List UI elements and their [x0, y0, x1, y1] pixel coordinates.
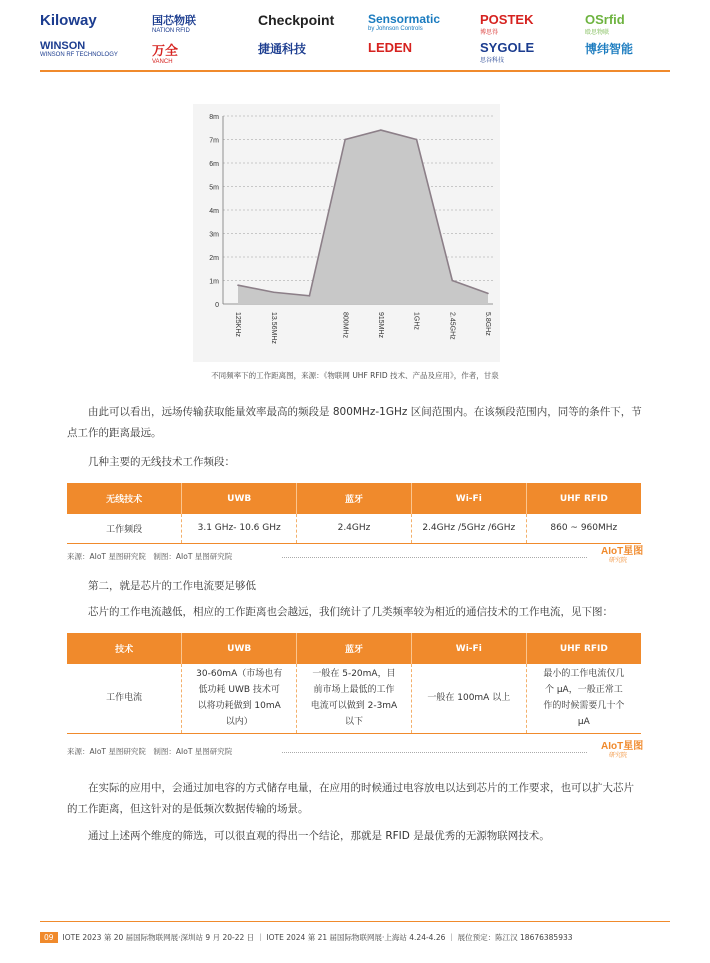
table-row — [67, 664, 641, 733]
table-cell: 2.4GHz — [297, 514, 412, 543]
table-row — [67, 514, 641, 543]
paragraph-6: 通过上述两个维度的筛选，可以很直观的得出一个结论，那就是 RFID 是最优秀的无源物联网技术。 — [88, 830, 550, 842]
partner-logo-name: 万全 — [152, 43, 179, 58]
table-header-cell: Wi-Fi — [411, 483, 526, 514]
partner-logo-name: Kiloway — [40, 12, 97, 29]
partner-logo-sub: WINSON RF TECHNOLOGY — [40, 52, 118, 58]
table-header-cell: Wi-Fi — [411, 633, 526, 664]
aiot-logo — [591, 542, 644, 566]
data-point — [344, 139, 346, 141]
partner-logo-name: 捷通科技 — [258, 42, 307, 56]
table-header-cell: 无线技术 — [67, 483, 182, 514]
table-cell: 2.4GHz /5GHz /6GHz — [411, 514, 526, 543]
y-tick-label: 1m — [209, 278, 219, 286]
current-table — [67, 633, 641, 734]
table-header-cell: 蓝牙 — [297, 483, 412, 514]
partner-logo-name: Sensormatic — [368, 12, 441, 26]
partner-logo — [152, 40, 178, 65]
data-point — [451, 280, 453, 282]
table-header-cell: 蓝牙 — [297, 633, 412, 664]
partner-logos — [40, 10, 670, 68]
partner-logo-name: WINSON — [40, 40, 86, 52]
partner-logo — [152, 12, 196, 34]
chart-caption: 不同频率下的工作距离图，来源：《物联网 UHF RFID 技术、产品及应用》，作者，甘泉 — [211, 371, 499, 380]
x-tick-label: 5.8GHz — [484, 312, 492, 336]
y-tick-label: 5m — [209, 184, 219, 192]
paragraph-4: 芯片的工作电流越低，相应的工作距离也会越远，我们统计了几类频率较为相近的通信技术的工作电流，见下图： — [88, 606, 613, 618]
table-header-cell: 技术 — [67, 633, 182, 664]
chart-svg — [193, 104, 500, 362]
paragraph-1: 由此可以看出，远场传输获取能量效率最高的频段是 800MHz-1GHz 区间范围内。在该频段范围内，同等的条件下，节点工作的距离最远。 — [67, 406, 642, 439]
table-header-row — [67, 483, 641, 514]
footer-divider — [40, 921, 670, 922]
aiot-logo-sub: 研究院 — [609, 752, 628, 759]
partner-logo — [368, 40, 412, 55]
partner-logo — [258, 12, 334, 28]
partner-logo — [368, 12, 440, 32]
y-tick-label: 4m — [209, 208, 219, 215]
partner-logo-name: 国芯物联 — [152, 15, 196, 27]
table2-source — [67, 741, 644, 759]
data-point — [380, 129, 382, 131]
y-tick-label: 0 — [215, 302, 219, 309]
aiot-logo — [591, 737, 644, 761]
x-tick-label: 13.56MHz — [269, 312, 277, 344]
partner-logo — [40, 12, 97, 29]
paragraph-5: 在实际的应用中，会通过加电容的方式储存电量，在应用的时候通过电容放电以达到芯片的工作要求，也可以扩大芯片的工作距离，但这针对的是低频次数据传输的场景。 — [67, 782, 634, 815]
table-header-cell: UWB — [182, 633, 297, 664]
x-tick-label: 800MHz — [341, 312, 349, 339]
partner-logo-name: Checkpoint — [258, 12, 335, 28]
partner-logo-sub: 思谷科技 — [480, 58, 505, 64]
table-cell: 最小的工作电流仅几个 μA，一般正常工作的时候需要几十个 μA — [526, 664, 641, 733]
x-tick-label: 2.45GHz — [448, 312, 456, 340]
partner-logo-name: 博纬智能 — [585, 42, 634, 56]
footer — [40, 932, 573, 943]
header-divider — [40, 70, 670, 72]
frequency-distance-chart — [193, 104, 500, 362]
y-tick-label: 7m — [209, 137, 219, 145]
data-point — [487, 293, 489, 295]
data-point — [273, 291, 275, 293]
footer-text: IOTE 2023 第 20 届国际物联网展·深圳站 9 月 20-22 日 ｜ IOTE 2024 第 21 届国际物联网展·上海站 4.24-4.26 ｜ 展位预定：陈江汉 18676385933 — [62, 933, 573, 942]
paragraph-2: 几种主要的无线技术工作频段： — [88, 456, 235, 468]
table-header-row — [67, 633, 641, 664]
y-tick-label: 8m — [209, 114, 219, 121]
aiot-logo-sub: 研究院 — [609, 557, 628, 564]
data-point — [237, 284, 239, 286]
partner-logo-name: POSTEK — [480, 12, 534, 27]
partner-logo-sub: NATION RFID — [152, 28, 190, 34]
aiot-logo-brand: AIoT星图 — [601, 546, 644, 557]
table-header-cell: UWB — [182, 483, 297, 514]
partner-logo — [480, 40, 534, 64]
page-number: 09 — [40, 932, 58, 943]
x-tick-label: 125KHz — [234, 312, 242, 337]
partner-logo-sub: 殴思物联 — [585, 30, 610, 36]
source-text: 来源：AIoT 星图研究院 制图：AIoT 星图研究院 — [67, 747, 233, 756]
partner-logo-sub: VANCH — [152, 59, 173, 65]
table-header-cell: UHF RFID — [526, 633, 641, 664]
x-tick-label: 1GHz — [412, 312, 420, 330]
partner-logo-name: OSrfid — [585, 12, 625, 27]
table1-source — [67, 546, 644, 564]
partner-logo-name: SYGOLE — [480, 40, 535, 55]
partner-logo — [585, 40, 633, 57]
source-text: 来源：AIoT 星图研究院 制图：AIoT 星图研究院 — [67, 552, 233, 561]
partner-logo-name: LEDEN — [368, 40, 413, 55]
x-tick-label: 915MHz — [377, 312, 385, 339]
dotted-divider — [282, 557, 587, 558]
table-cell: 工作电流 — [67, 664, 182, 733]
partner-logo-sub: by Johnson Controls — [368, 26, 423, 32]
aiot-logo-brand: AIoT星图 — [601, 741, 644, 752]
table-cell: 工作频段 — [67, 514, 182, 543]
table-cell: 一般在 5-20mA，目前市场上最低的工作电流可以做到 2-3mA 以下 — [297, 664, 412, 733]
dotted-divider — [282, 752, 587, 753]
data-point — [309, 295, 311, 297]
partner-logo — [585, 12, 625, 36]
table-cell: 一般在 100mA 以上 — [411, 664, 526, 733]
frequency-table — [67, 483, 641, 544]
y-tick-label: 6m — [209, 161, 219, 168]
table-cell: 30-60mA（市场也有低功耗 UWB 技术可以将功耗做到 10mA 以内） — [182, 664, 297, 733]
table-cell: 860 ~ 960MHz — [526, 514, 641, 543]
table-cell: 3.1 GHz- 10.6 GHz — [182, 514, 297, 543]
table-header-cell: UHF RFID — [526, 483, 641, 514]
y-tick-label: 2m — [209, 255, 219, 262]
partner-logo — [480, 12, 533, 36]
partner-logo — [40, 40, 118, 58]
partner-logo-sub: 博思得 — [480, 30, 499, 36]
partner-logo — [258, 40, 306, 57]
y-tick-label: 3m — [209, 231, 219, 239]
paragraph-3: 第二，就是芯片的工作电流要足够低 — [88, 580, 256, 592]
data-point — [416, 139, 418, 141]
